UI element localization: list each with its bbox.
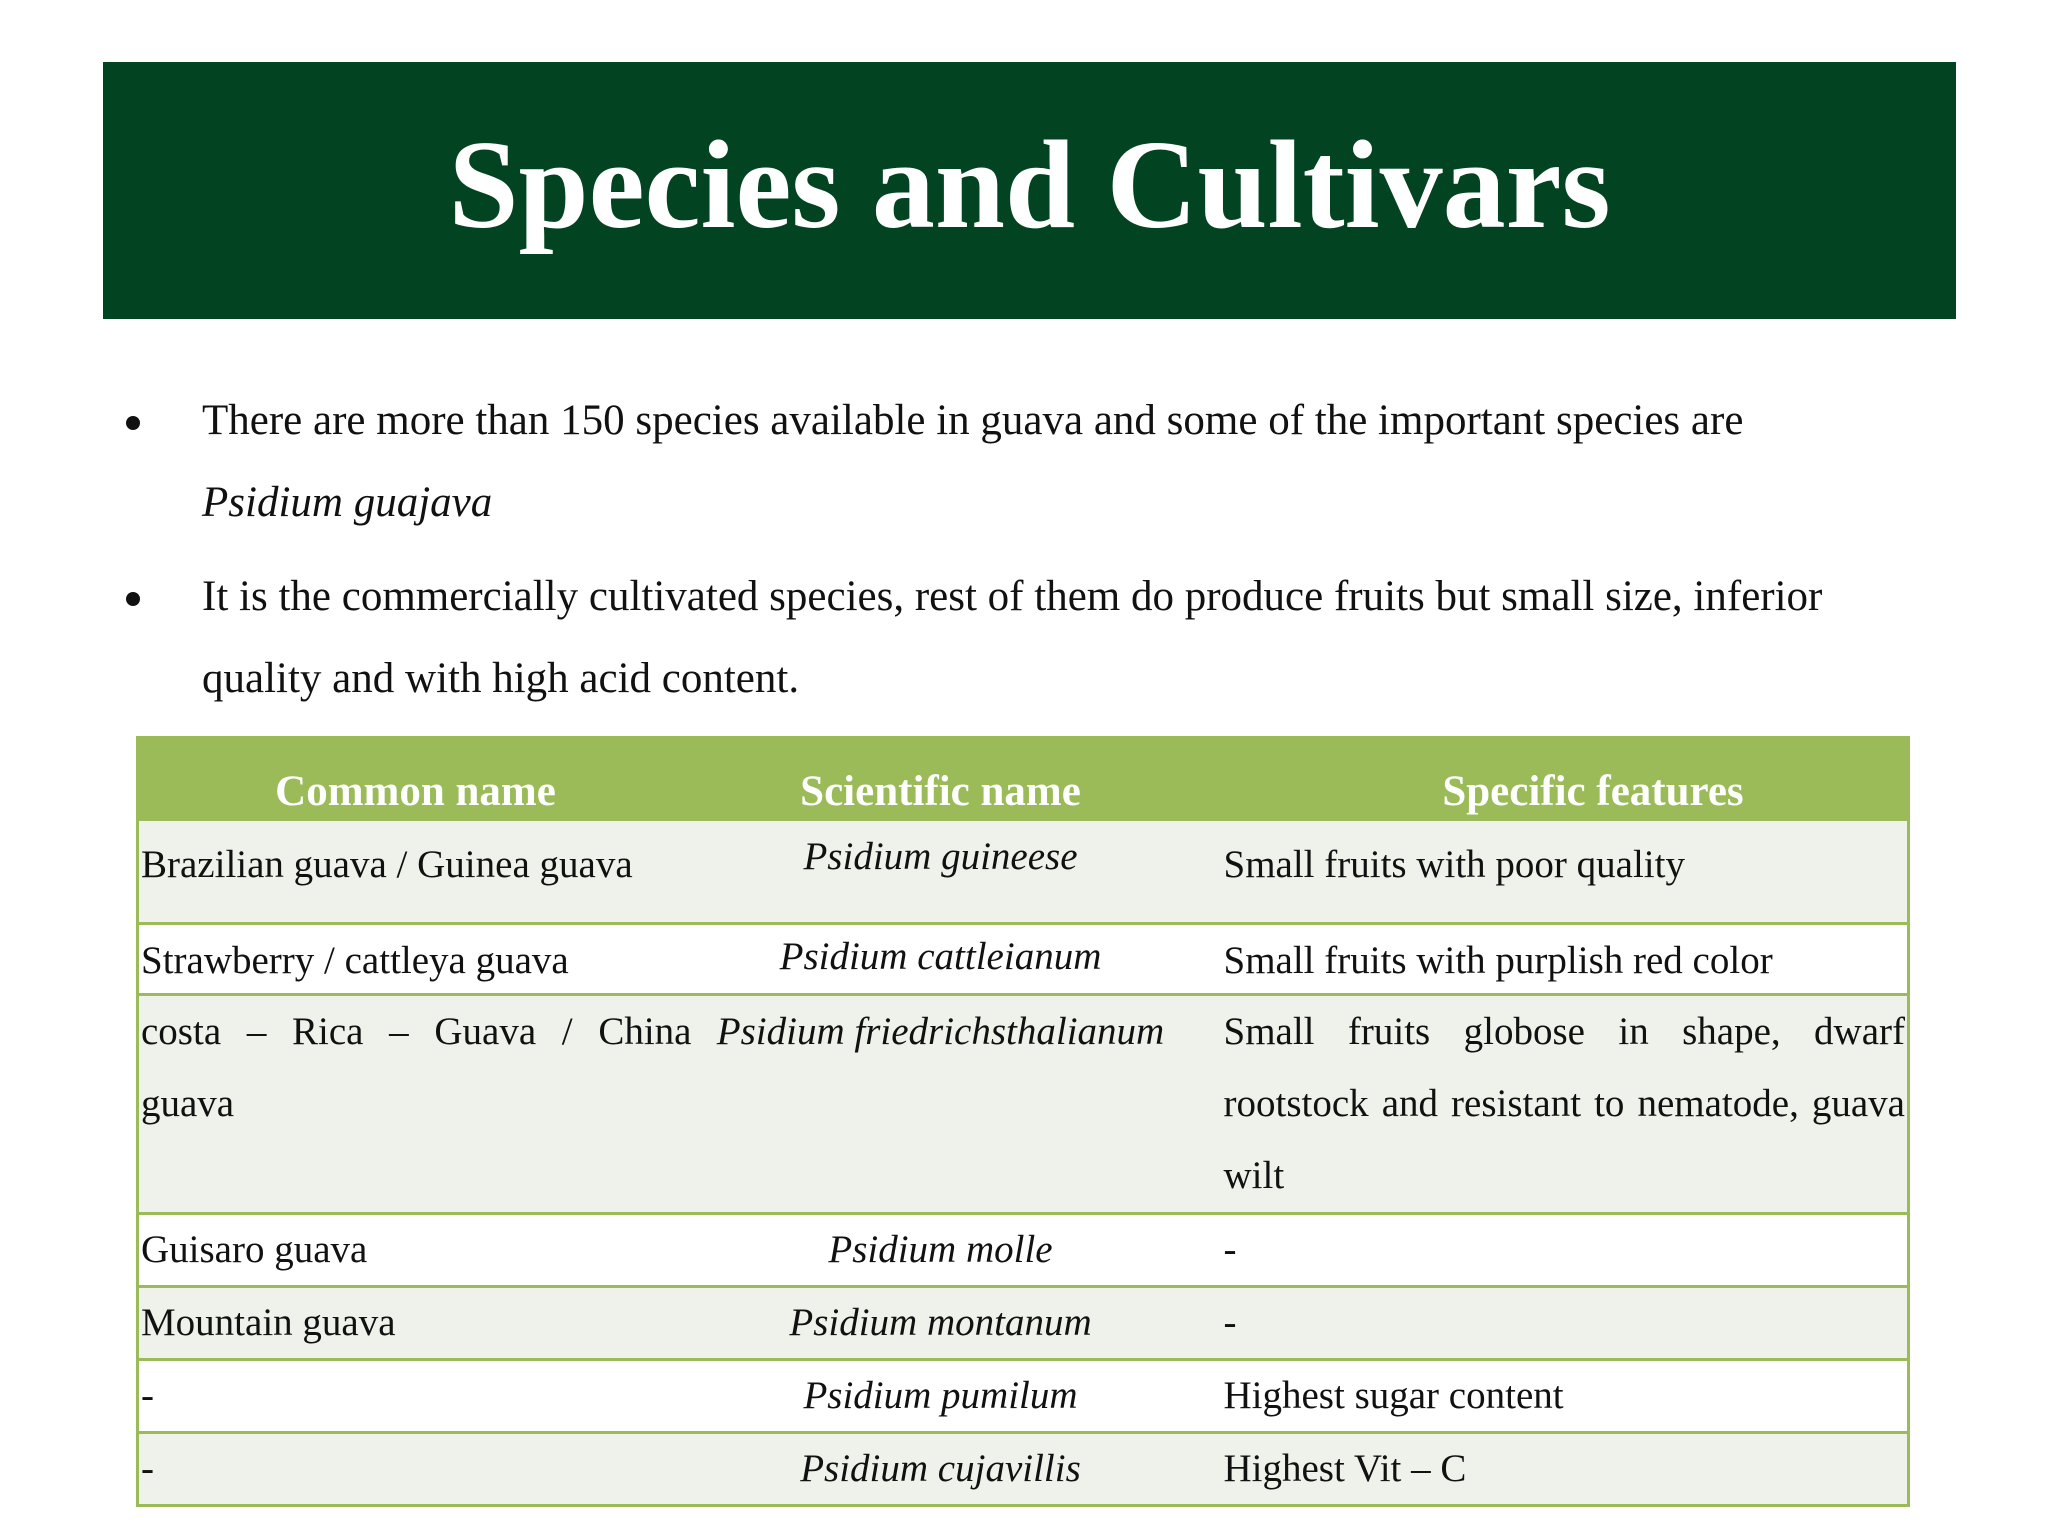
bullet-item bbox=[120, 556, 1950, 720]
scientific-name-cell: Psidium montanum bbox=[694, 1287, 1188, 1360]
scientific-name-cell: Psidium cujavillis bbox=[694, 1433, 1188, 1506]
common-name-cell: Mountain guava bbox=[138, 1287, 694, 1360]
bullet-text: It is the commercially cultivated species, rest of them do produce fruits but small size, inferior quality and with high acid content. bbox=[202, 573, 1823, 702]
table-row bbox=[138, 1360, 1909, 1433]
scientific-name-cell: Psidium guineese bbox=[694, 820, 1188, 924]
scientific-name-cell: Psidium molle bbox=[694, 1214, 1188, 1287]
header-common-name: Common name bbox=[138, 738, 694, 820]
features-cell: Small fruits with poor quality bbox=[1188, 820, 1909, 924]
header-specific-features: Specific features bbox=[1188, 738, 1909, 820]
header-scientific-name: Scientific name bbox=[694, 738, 1188, 820]
table-row bbox=[138, 820, 1909, 924]
common-name-cell: costa – Rica – Guava / China guava bbox=[138, 995, 694, 1214]
common-name-cell: - bbox=[138, 1360, 694, 1433]
bullet-dot-icon bbox=[126, 592, 140, 606]
features-cell: Highest Vit – C bbox=[1188, 1433, 1909, 1506]
bullet-list bbox=[120, 380, 1950, 720]
features-cell: Small fruits globose in shape, dwarf rootstock and resistant to nematode, guava wilt bbox=[1188, 995, 1909, 1214]
table-header-row bbox=[138, 738, 1909, 820]
table-row bbox=[138, 1287, 1909, 1360]
title-banner bbox=[103, 62, 1956, 319]
common-name-cell: Guisaro guava bbox=[138, 1214, 694, 1287]
bullet-item bbox=[120, 380, 1950, 544]
table-row bbox=[138, 1433, 1909, 1506]
species-table bbox=[136, 736, 1910, 1507]
bullet-dot-icon bbox=[126, 416, 140, 430]
common-name-cell: Brazilian guava / Guinea guava bbox=[138, 820, 694, 924]
features-cell: Highest sugar content bbox=[1188, 1360, 1909, 1433]
scientific-name-cell: Psidium friedrichsthalianum bbox=[694, 995, 1188, 1214]
bullet-species-name: Psidium guajava bbox=[202, 479, 493, 526]
bullet-text: There are more than 150 species available in guava and some of the important species are bbox=[202, 397, 1744, 444]
table-row bbox=[138, 924, 1909, 995]
scientific-name-cell: Psidium pumilum bbox=[694, 1360, 1188, 1433]
features-cell: - bbox=[1188, 1214, 1909, 1287]
common-name-cell: Strawberry / cattleya guava bbox=[138, 924, 694, 995]
scientific-name-cell: Psidium cattleianum bbox=[694, 924, 1188, 995]
common-name-cell: - bbox=[138, 1433, 694, 1506]
features-cell: - bbox=[1188, 1287, 1909, 1360]
table-row bbox=[138, 995, 1909, 1214]
features-cell: Small fruits with purplish red color bbox=[1188, 924, 1909, 995]
table-row bbox=[138, 1214, 1909, 1287]
page-title: Species and Cultivars bbox=[448, 115, 1611, 255]
